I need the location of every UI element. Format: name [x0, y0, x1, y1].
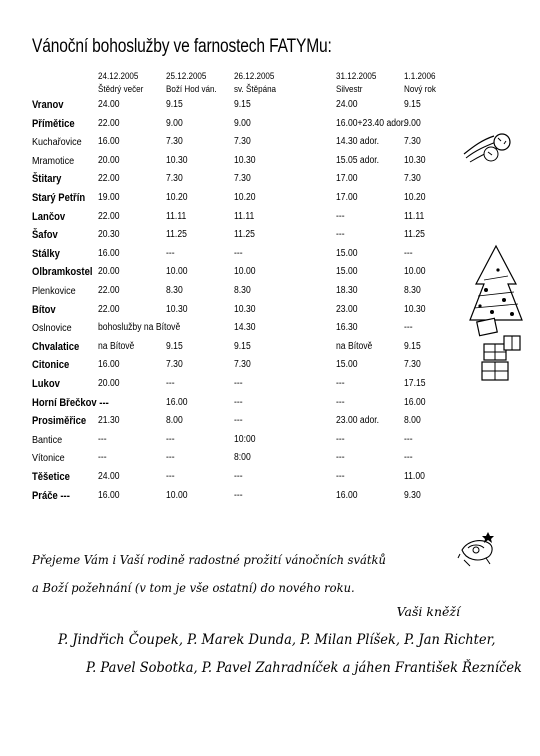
column-date: 1.1.2006: [404, 71, 436, 82]
page-title: Vánoční bohoslužby ve farnostech FATYMu:: [32, 36, 332, 57]
greeting-line-1: Přejeme Vám i Vaší rodině radostné prožití vánočních svátků: [32, 552, 386, 567]
parish-name: Citonice: [32, 359, 70, 372]
priests-line-2: P. Pavel Sobotka, P. Pavel Zahradníček a jáhen František Řezníček: [86, 660, 522, 676]
parish-name: Starý Petřín: [32, 192, 86, 204]
service-time: 24.00: [98, 471, 120, 482]
parish-name: Stálky: [32, 247, 60, 260]
service-time: ---: [234, 378, 243, 389]
service-time: ---: [234, 247, 243, 259]
table-row: [0, 303, 540, 321]
column-header: [234, 70, 276, 96]
service-time: 7.30: [404, 173, 421, 185]
service-time: 20.00: [98, 154, 120, 166]
service-time: 10.30: [234, 303, 256, 315]
service-time: 15.00: [336, 266, 358, 278]
parish-name: Přímětice: [32, 117, 75, 130]
column-date: 25.12.2005: [166, 71, 207, 82]
table-row: [0, 98, 540, 116]
service-time: na Bítově: [98, 340, 135, 352]
service-time: 10.00: [166, 266, 188, 278]
service-time: ---: [404, 433, 413, 445]
table-row: [0, 228, 540, 246]
column-header: [336, 70, 376, 96]
table-row: [0, 247, 540, 265]
service-time: 18.30: [336, 285, 358, 296]
table-row: [0, 284, 540, 302]
service-time: 8.30: [234, 285, 251, 296]
table-row: [0, 451, 540, 469]
service-time: 11.11: [234, 210, 255, 222]
service-time: 7.30: [166, 173, 183, 185]
service-time: 9.15: [234, 340, 251, 352]
table-row: [0, 117, 540, 135]
service-time: 16.00: [404, 396, 426, 408]
service-time: 20.00: [98, 378, 120, 389]
service-time: 24.00: [336, 99, 358, 110]
christmas-tree-gifts-icon: [464, 240, 528, 386]
service-time: ---: [336, 396, 345, 408]
service-time: 21.30: [98, 415, 120, 427]
service-time: 16.30: [336, 322, 358, 334]
parish-name: Plenkovice: [32, 285, 76, 297]
service-time: 16.00: [98, 359, 120, 371]
service-time: 23.00: [336, 303, 358, 315]
table-row: [0, 340, 540, 358]
column-label: Silvestr: [336, 84, 363, 95]
service-time: 10.30: [166, 303, 188, 315]
parish-name: Chvalatice: [32, 340, 80, 353]
parish-name: Vranov: [32, 99, 64, 111]
service-time: 16.00: [166, 396, 188, 408]
column-header: [166, 70, 217, 96]
service-time: 15.05 ador.: [336, 154, 380, 166]
parish-name: Bítov: [32, 303, 56, 316]
service-time: 11.25: [404, 229, 425, 241]
service-time: 8.00: [404, 415, 421, 427]
service-time: 16.00: [98, 136, 120, 148]
column-date: 31.12.2005: [336, 71, 377, 82]
table-row: [0, 377, 540, 395]
service-time: 10.00: [404, 266, 426, 278]
table-row: [0, 191, 540, 209]
service-time: 22.00: [98, 173, 120, 185]
service-time: ---: [166, 471, 175, 482]
service-time: ---: [234, 471, 243, 482]
parish-name: Vítonice: [32, 452, 65, 465]
service-time: ---: [234, 415, 243, 427]
service-time: 11.25: [166, 229, 187, 241]
column-date: 26.12.2005: [234, 71, 275, 82]
column-label: Boží Hod ván.: [166, 84, 217, 95]
table-row: [0, 470, 540, 488]
service-time: ---: [98, 452, 107, 464]
service-time: 20.00: [98, 266, 120, 278]
table-row: [0, 358, 540, 376]
service-time: ---: [336, 452, 345, 464]
service-time: ---: [336, 210, 345, 222]
table-row: [0, 154, 540, 172]
service-time: 24.00: [98, 99, 120, 110]
parish-name: Prosiměřice: [32, 415, 87, 428]
parish-name: Mramotice: [32, 154, 75, 167]
service-time: 22.00: [98, 285, 120, 296]
service-time: ---: [404, 247, 413, 259]
service-time: 8.00: [166, 415, 183, 427]
service-time: ---: [166, 433, 175, 445]
service-time: 10.30: [404, 154, 426, 166]
service-time: 17.00: [336, 173, 358, 185]
service-time: 7.30: [166, 136, 183, 148]
service-time: 10.30: [166, 154, 188, 166]
service-time: 9.00: [234, 117, 251, 129]
service-time: 9.15: [404, 99, 421, 110]
parish-name: Lančov: [32, 210, 66, 223]
service-time: ---: [404, 322, 413, 334]
service-time: 15.00: [336, 359, 358, 371]
service-time: 7.30: [234, 359, 251, 371]
service-time: ---: [234, 396, 243, 408]
greeting-line-2: a Boží požehnání (v tom je vše ostatní) do nového roku.: [32, 580, 355, 595]
service-time: 15.00: [336, 247, 358, 259]
table-row: [0, 135, 540, 153]
service-time: 11.11: [166, 210, 187, 222]
table-row: [0, 414, 540, 432]
column-header: [404, 70, 436, 96]
service-time: 8.30: [166, 285, 183, 296]
priests-line-1: P. Jindřich Čoupek, P. Marek Dunda, P. Milan Plíšek, P. Jan Richter,: [58, 632, 496, 648]
service-time: 7.30: [166, 359, 183, 371]
service-time: 7.30: [234, 136, 251, 148]
service-time: 7.30: [404, 136, 421, 148]
service-time: 10.00: [166, 489, 188, 501]
service-time: 9.30: [404, 489, 421, 501]
service-time: 22.00: [98, 303, 120, 315]
service-time: 10.00: [234, 266, 256, 278]
parish-name: Těšetice: [32, 471, 70, 483]
service-time: 7.30: [404, 359, 421, 371]
service-time: 9.15: [234, 99, 251, 110]
table-row: [0, 433, 540, 451]
service-time: 10.30: [404, 303, 426, 315]
service-time: 9.00: [166, 117, 183, 129]
service-time: 10.20: [166, 192, 188, 203]
service-time: ---: [234, 489, 243, 501]
parish-name: Oslnovice: [32, 322, 72, 335]
service-time: 20.30: [98, 229, 120, 241]
table-row: [0, 172, 540, 190]
service-time: na Bítově: [336, 340, 373, 352]
service-time: ---: [336, 378, 345, 389]
table-row: [0, 265, 540, 283]
service-time: ---: [166, 378, 175, 389]
parish-name: Kuchařovice: [32, 136, 82, 149]
service-time: 10:00: [234, 433, 256, 445]
service-time: 9.00: [404, 117, 421, 129]
table-row: [0, 396, 540, 414]
service-time: 16.00: [98, 247, 120, 259]
signature: Vaši kněží: [396, 604, 460, 619]
parish-name: Olbramkostel: [32, 266, 93, 279]
service-time: 17.15: [404, 378, 426, 389]
table-row: [0, 321, 540, 339]
service-time: 11.25: [234, 229, 255, 241]
service-time: ---: [166, 247, 175, 259]
service-time: 10.20: [234, 192, 256, 203]
parish-name: Bantice: [32, 433, 63, 446]
service-time: bohoslužby na Bítově: [98, 322, 181, 334]
service-time: 11.11: [404, 210, 425, 222]
service-time: ---: [336, 471, 345, 482]
service-time: 19.00: [98, 192, 120, 203]
service-time: 16.00: [336, 489, 358, 501]
column-label: Štědrý večer: [98, 84, 144, 95]
column-date: 24.12.2005: [98, 71, 139, 82]
nativity-icon: [456, 528, 498, 568]
service-time: 11.00: [404, 471, 425, 482]
service-time: 9.15: [166, 340, 183, 352]
column-label: Nový rok: [404, 84, 436, 95]
parish-name: Lukov: [32, 378, 60, 390]
service-time: 9.15: [404, 340, 421, 352]
service-time: ---: [336, 433, 345, 445]
service-time: 7.30: [234, 173, 251, 185]
service-time: ---: [336, 229, 345, 241]
service-time: 22.00: [98, 210, 120, 222]
service-time: 16.00: [98, 489, 120, 501]
service-time: ---: [404, 452, 413, 464]
service-time: 14.30 ador.: [336, 136, 380, 148]
service-time: 8:00: [234, 452, 251, 464]
service-time: 10.30: [234, 154, 256, 166]
service-time: 10.20: [404, 192, 426, 203]
table-row: [0, 489, 540, 507]
parish-name: Štitary: [32, 173, 62, 186]
service-time: 16.00+23.40 ador.: [336, 117, 406, 129]
service-time: 17.00: [336, 192, 358, 203]
service-time: 8.30: [404, 285, 421, 296]
comet-icon: [460, 124, 514, 168]
column-header: [98, 70, 143, 96]
service-time: ---: [166, 452, 175, 464]
parish-name: Práče ---: [32, 489, 70, 502]
column-label: sv. Štěpána: [234, 84, 277, 95]
service-time: 22.00: [98, 117, 120, 129]
service-time: ---: [98, 433, 107, 445]
parish-name: Horní Břečkov ---: [32, 396, 109, 409]
table-row: [0, 210, 540, 228]
service-time: 14.30: [234, 322, 256, 334]
service-time: 23.00 ador.: [336, 415, 380, 427]
parish-name: Šafov: [32, 229, 58, 242]
service-time: 9.15: [166, 99, 183, 110]
